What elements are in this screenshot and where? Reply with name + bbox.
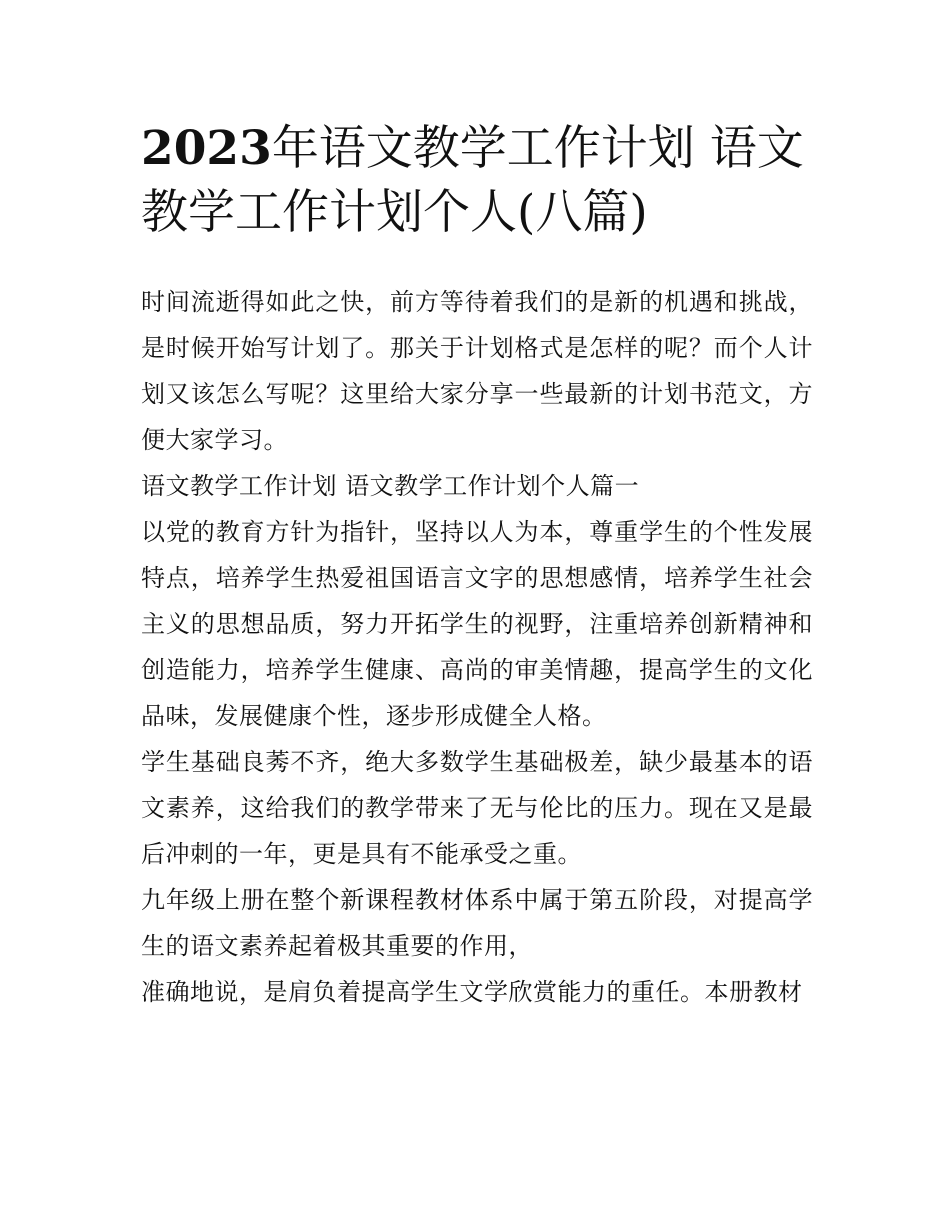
paragraph-students: 学生基础良莠不齐，绝大多数学生基础极差，缺少最基本的语文素养，这给我们的教学带来了无与伦比的压力。现在又是最后冲刺的一年，更是具有不能承受之重。	[141, 748, 813, 868]
document-body	[141, 279, 813, 1015]
title-year: 2023	[141, 121, 272, 176]
document-title	[141, 117, 821, 245]
title-text: 年语文教学工作计划 语文教学工作计划个人(八篇)	[141, 121, 804, 240]
paragraph-textbook: 九年级上册在整个新课程教材体系中属于第五阶段，对提高学生的语文素养起着极其重要的作用，	[141, 886, 813, 960]
paragraph-textbook-cont: 准确地说，是肩负着提高学生文学欣赏能力的重任。本册教材	[141, 978, 803, 1006]
paragraph-intro: 时间流逝得如此之快，前方等待着我们的是新的机遇和挑战，是时候开始写计划了。那关于计划格式是怎样的呢？而个人计划又该怎么写呢？这里给大家分享一些最新的计划书范文，方便大家学习。	[141, 288, 813, 454]
section-heading: 语文教学工作计划 语文教学工作计划个人篇一	[141, 472, 640, 500]
paragraph-guideline: 以党的教育方针为指针，坚持以人为本，尊重学生的个性发展特点，培养学生热爱祖国语言文字的思想感情，培养学生社会主义的思想品质，努力开拓学生的视野，注重培养创新精神和创造能力，培养学生健康、高尚的审美情趣，提高学生的文化品味，发展健康个性，逐步形成健全人格。	[141, 518, 813, 730]
